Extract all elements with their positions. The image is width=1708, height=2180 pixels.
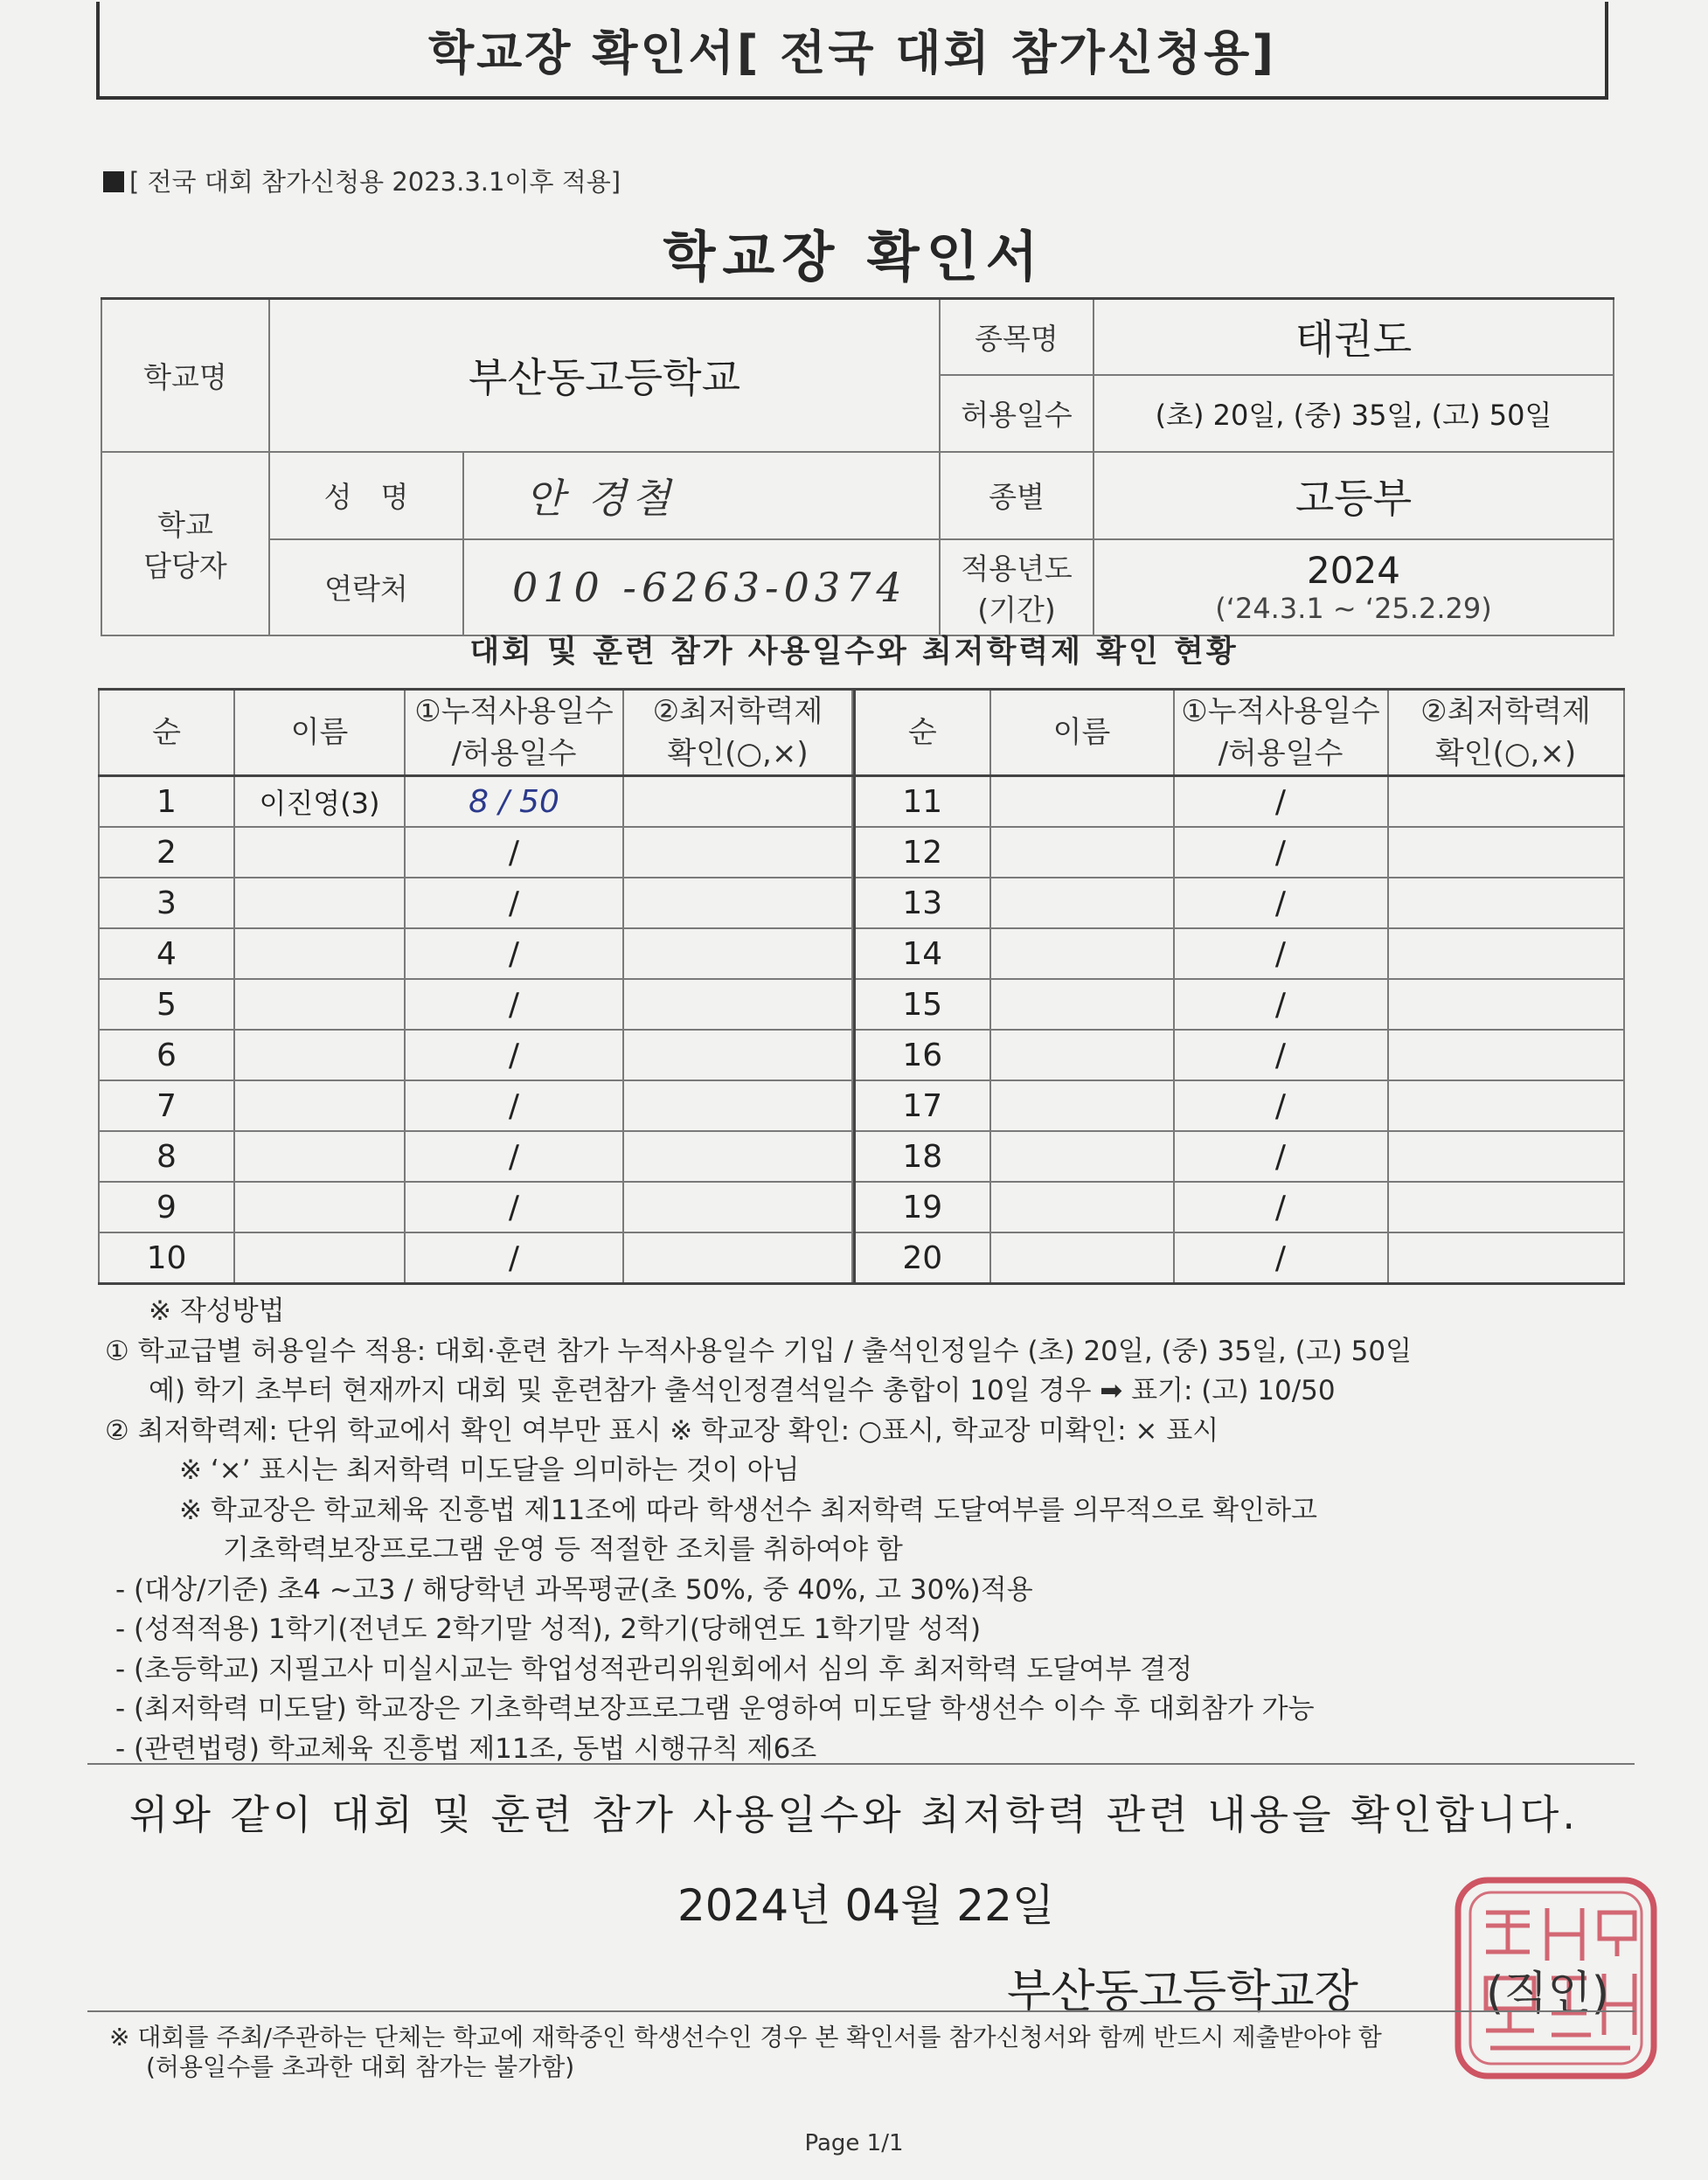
applied-note xyxy=(103,163,621,198)
section-title: 대회 및 훈련 참가 사용일수와 최저학력제 확인 현황 xyxy=(469,635,1239,670)
athlete-table-right xyxy=(853,688,1625,1285)
list-header-row xyxy=(99,690,852,776)
row-days: / xyxy=(1174,1232,1388,1284)
note-item: ② 최저학력제: 단위 학교에서 확인 여부만 표시 ※ 학교장 확인: ○표시, 학교장 미확인: × 표시 xyxy=(105,1414,1219,1447)
row-academic-check xyxy=(623,979,852,1030)
school-label: 학교명 xyxy=(101,299,269,452)
table-row xyxy=(855,1232,1624,1284)
row-name xyxy=(990,928,1174,979)
note-item: - (최저학력 미도달) 학교장은 기초학력보장프로그램 운영하여 미도달 학생선수 이수 후 대회참가 가능 xyxy=(115,1693,1315,1725)
row-number: 11 xyxy=(855,776,990,828)
row-days: / xyxy=(1174,1030,1388,1080)
row-name xyxy=(234,1080,405,1131)
row-name xyxy=(234,1030,405,1080)
table-row xyxy=(855,1182,1624,1232)
signer-title: 부산동고등학교장 xyxy=(1007,1966,1358,2018)
table-row xyxy=(99,928,852,979)
row-academic-check xyxy=(1388,1080,1624,1131)
header-days-line2: /허용일수 xyxy=(1218,736,1343,771)
header-academic-line2: 확인(○,×) xyxy=(1434,736,1577,771)
note-item: ※ ‘×’ 표시는 최저학력 미도달을 의미하는 것이 아님 xyxy=(179,1454,800,1486)
row-name: 이진영(3) xyxy=(234,776,405,828)
athlete-table-left xyxy=(98,688,853,1285)
note-item: 기초학력보장프로그램 운영 등 적절한 조치를 취하여야 함 xyxy=(223,1534,903,1566)
division-value: 고등부 xyxy=(1094,452,1614,539)
row-academic-check xyxy=(1388,878,1624,928)
row-academic-check xyxy=(623,878,852,928)
year-value: 2024 xyxy=(1307,549,1400,592)
row-days: / xyxy=(1174,878,1388,928)
row-number: 10 xyxy=(99,1232,234,1284)
row-days: / xyxy=(405,1131,623,1182)
division-label: 종별 xyxy=(940,452,1094,539)
footnote-line2: (허용일수를 초과한 대회 참가는 불가함) xyxy=(146,2052,575,2081)
row-days: / xyxy=(1174,776,1388,828)
name-label: 성 명 xyxy=(269,452,463,539)
contact-label: 연락처 xyxy=(269,539,463,635)
row-days: / xyxy=(1174,979,1388,1030)
row-academic-check xyxy=(1388,827,1624,878)
note-heading: ※ 작성방법 xyxy=(149,1295,285,1327)
row-name xyxy=(990,878,1174,928)
row-name xyxy=(990,1080,1174,1131)
row-academic-check xyxy=(623,1080,852,1131)
row-name xyxy=(234,1131,405,1182)
row-days: 8 / 50 xyxy=(405,776,623,828)
row-academic-check xyxy=(1388,979,1624,1030)
row-days: / xyxy=(405,827,623,878)
event-value: 태권도 xyxy=(1094,299,1614,375)
row-name xyxy=(234,1182,405,1232)
manager-label xyxy=(101,452,269,635)
contact-value: 010 -6263-0374 xyxy=(463,539,940,635)
info-table xyxy=(101,297,1614,636)
year-label-line2: (기간) xyxy=(977,592,1056,627)
row-number: 15 xyxy=(855,979,990,1030)
row-number: 5 xyxy=(99,979,234,1030)
row-number: 17 xyxy=(855,1080,990,1131)
header-name: 이름 xyxy=(990,690,1174,776)
row-number: 1 xyxy=(99,776,234,828)
event-label: 종목명 xyxy=(940,299,1094,375)
row-academic-check xyxy=(623,1030,852,1080)
year-label xyxy=(940,539,1094,635)
divider xyxy=(87,2010,1635,2012)
confirmation-statement: 위와 같이 대회 및 훈련 참가 사용일수와 최저학력 관련 내용을 확인합니다. xyxy=(129,1791,1579,1838)
row-number: 13 xyxy=(855,878,990,928)
table-row xyxy=(855,878,1624,928)
table-row xyxy=(855,776,1624,828)
table-row xyxy=(99,827,852,878)
row-name xyxy=(234,928,405,979)
table-row xyxy=(99,878,852,928)
table-row xyxy=(99,1030,852,1080)
row-number: 4 xyxy=(99,928,234,979)
table-row xyxy=(855,1030,1624,1080)
header-academic xyxy=(1388,690,1624,776)
manager-label-line1: 학교 xyxy=(157,507,213,542)
header-no: 순 xyxy=(855,690,990,776)
row-name xyxy=(990,1131,1174,1182)
row-number: 16 xyxy=(855,1030,990,1080)
table-row xyxy=(99,1131,852,1182)
instructions xyxy=(105,1292,1626,1769)
note-item: 예) 학기 초부터 현재까지 대회 및 훈련참가 출석인정결석일수 총합이 10일 경우 ➡ 표기: (고) 10/50 xyxy=(149,1375,1336,1406)
row-days: / xyxy=(405,1030,623,1080)
header-days-line2: /허용일수 xyxy=(451,736,577,771)
row-number: 18 xyxy=(855,1131,990,1182)
row-days: / xyxy=(405,928,623,979)
header-academic-line2: 확인(○,×) xyxy=(667,736,809,771)
table-row xyxy=(99,776,852,828)
square-bullet-icon xyxy=(103,171,124,192)
header-academic-line1: ②최저학력제 xyxy=(1420,694,1591,729)
year-period: (‘24.3.1 ~ ‘25.2.29) xyxy=(1215,592,1492,625)
row-days: / xyxy=(1174,928,1388,979)
row-number: 14 xyxy=(855,928,990,979)
row-number: 12 xyxy=(855,827,990,878)
allowed-days-label: 허용일수 xyxy=(940,375,1094,452)
manager-label-line2: 담당자 xyxy=(143,548,227,583)
row-name xyxy=(990,1030,1174,1080)
row-name xyxy=(234,1232,405,1284)
row-name xyxy=(990,776,1174,828)
row-number: 8 xyxy=(99,1131,234,1182)
row-days: / xyxy=(405,1182,623,1232)
note-item: - (성적적용) 1학기(전년도 2학기말 성적), 2학기(당해연도 1학기말 성적) xyxy=(115,1614,982,1645)
note-item: ① 학교급별 허용일수 적용: 대회·훈련 참가 누적사용일수 기입 / 출석인정일수 (초) 20일, (중) 35일, (고) 50일 xyxy=(105,1335,1413,1367)
row-academic-check xyxy=(1388,1131,1624,1182)
row-academic-check xyxy=(623,1131,852,1182)
row-number: 3 xyxy=(99,878,234,928)
row-days: / xyxy=(405,1232,623,1284)
document-title: 학교장 확인서 xyxy=(663,225,1045,288)
note-item: - (대상/기준) 초4 ~고3 / 해당학년 과목평균(초 50%, 중 40%, 고 30%)적용 xyxy=(115,1573,1033,1606)
year-cell xyxy=(1094,539,1614,635)
row-academic-check xyxy=(623,928,852,979)
row-academic-check xyxy=(623,1182,852,1232)
row-name xyxy=(990,979,1174,1030)
row-academic-check xyxy=(1388,1182,1624,1232)
row-days: / xyxy=(1174,1182,1388,1232)
row-days: / xyxy=(405,1080,623,1131)
row-name xyxy=(234,979,405,1030)
row-academic-check xyxy=(1388,1030,1624,1080)
table-row xyxy=(855,1131,1624,1182)
note-item: - (관련법령) 학교체육 진흥법 제11조, 동법 시행규칙 제6조 xyxy=(115,1732,817,1765)
table-row xyxy=(855,928,1624,979)
year-label-line1: 적용년도 xyxy=(961,551,1073,586)
header-name: 이름 xyxy=(234,690,405,776)
row-academic-check xyxy=(623,827,852,878)
header-days-line1: ①누적사용일수 xyxy=(1181,694,1380,729)
athlete-list xyxy=(98,688,1621,1285)
list-header-row xyxy=(855,690,1624,776)
row-days: / xyxy=(1174,1131,1388,1182)
row-number: 2 xyxy=(99,827,234,878)
table-row xyxy=(99,1232,852,1284)
row-number: 20 xyxy=(855,1232,990,1284)
row-number: 9 xyxy=(99,1182,234,1232)
row-number: 6 xyxy=(99,1030,234,1080)
row-days: / xyxy=(1174,1080,1388,1131)
footnote-line1: ※ 대회를 주최/주관하는 단체는 학교에 재학중인 학생선수인 경우 본 확인서를 참가신청서와 함께 반드시 제출받아야 함 xyxy=(109,2023,1382,2052)
header-academic-line1: ②최저학력제 xyxy=(652,694,823,729)
header-no: 순 xyxy=(99,690,234,776)
row-name xyxy=(990,1232,1174,1284)
banner-title: 학교장 확인서[ 전국 대회 참가신청용] xyxy=(96,2,1608,100)
table-row xyxy=(99,1080,852,1131)
school-name: 부산동고등학교 xyxy=(269,299,940,452)
row-days: / xyxy=(405,878,623,928)
row-number: 7 xyxy=(99,1080,234,1131)
header-days-line1: ①누적사용일수 xyxy=(414,694,614,729)
footnote xyxy=(109,2023,1613,2082)
row-academic-check xyxy=(1388,1232,1624,1284)
table-row xyxy=(855,979,1624,1030)
row-academic-check xyxy=(1388,776,1624,828)
row-academic-check xyxy=(1388,928,1624,979)
issue-date: 2024년 04월 22일 xyxy=(677,1880,1055,1931)
row-name xyxy=(234,827,405,878)
note-item: ※ 학교장은 학교체육 진흥법 제11조에 따라 학생선수 최저학력 도달여부를 의무적으로 확인하고 xyxy=(179,1494,1317,1526)
page-number: Page 1/1 xyxy=(804,2130,904,2156)
header-academic xyxy=(623,690,852,776)
manager-name-value: 안 경철 xyxy=(463,452,940,539)
table-row xyxy=(99,979,852,1030)
table-row xyxy=(99,1182,852,1232)
row-name xyxy=(234,878,405,928)
header-days xyxy=(405,690,623,776)
table-row xyxy=(855,1080,1624,1131)
divider xyxy=(87,1763,1635,1765)
row-days: / xyxy=(405,979,623,1030)
row-academic-check xyxy=(623,776,852,828)
header-days xyxy=(1174,690,1388,776)
note-item: - (초등학교) 지필고사 미실시교는 학업성적관리위원회에서 심의 후 최저학력 도달여부 결정 xyxy=(115,1653,1193,1685)
seal-label: (직인) xyxy=(1486,1968,1610,2020)
allowed-days-value: (초) 20일, (중) 35일, (고) 50일 xyxy=(1094,375,1614,452)
table-row xyxy=(855,827,1624,878)
row-name xyxy=(990,1182,1174,1232)
row-academic-check xyxy=(623,1232,852,1284)
row-number: 19 xyxy=(855,1182,990,1232)
applied-note-text: [ 전국 대회 참가신청용 2023.3.1이후 적용] xyxy=(129,167,621,197)
row-name xyxy=(990,827,1174,878)
row-days: / xyxy=(1174,827,1388,878)
